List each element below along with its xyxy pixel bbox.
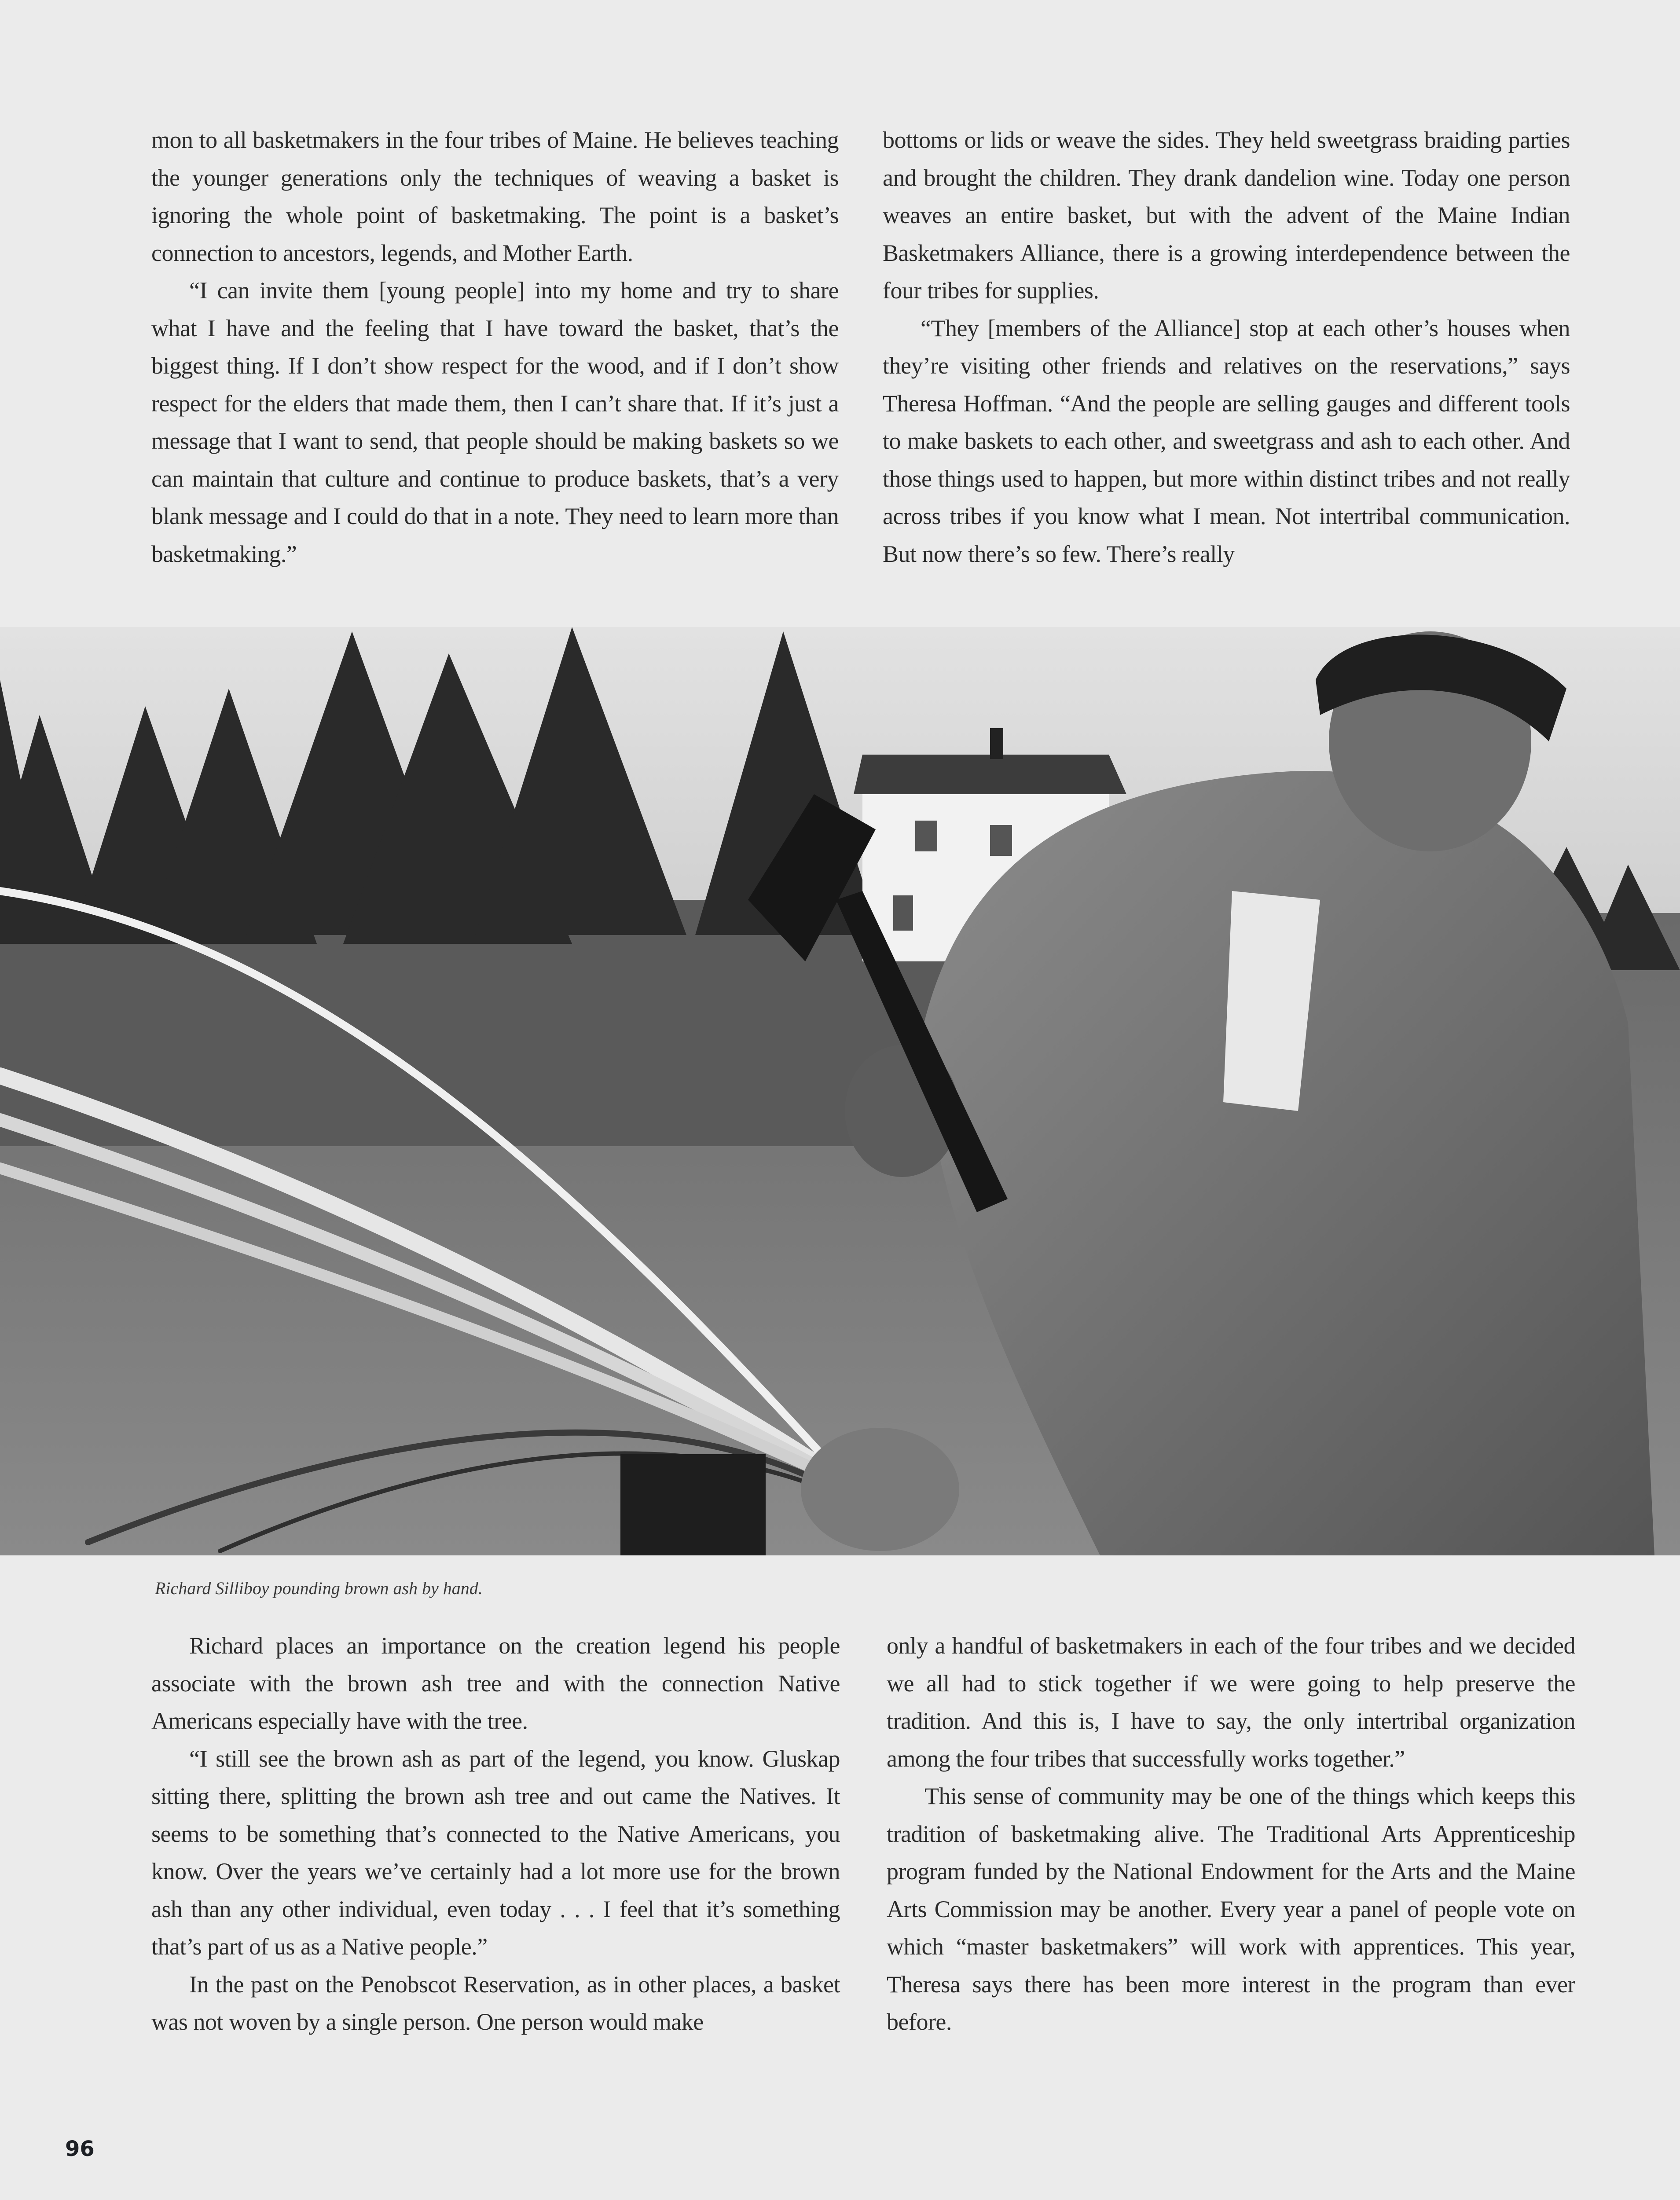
top-right-column [883,121,1570,573]
paragraph: “I can invite them [young people] into my home and try to share what I have and the feeling that I have toward the basket, that’s the biggest thing. If I don’t show respect for the wood, and if I don’t show respect for the elders that made them, then I can’t share that. If it’s just a message that I want to send, that people should be making baskets so we can maintain that culture and continue to produce baskets, that’s a very blank message and I could do that in a note. They need to learn more than basketmaking.” [151,277,839,567]
paragraph: bottoms or lids or weave the sides. They held sweetgrass braiding parties and brought the children. They drank dandelion wine. Today one person weaves an entire basket, but with the advent of the Maine Indian Basketmakers Alliance, there is a growing interdependence between the four tribes for supplies. [883,127,1570,304]
paragraph: mon to all basketmakers in the four tribes of Maine. He believes teaching the younger generations only the techniques of weaving a basket is ignoring the whole point of basketmaking. The point is a basket’s connection to ancestors, legends, and Mother Earth. [151,127,839,266]
photograph [0,627,1680,1555]
paragraph: “I still see the brown ash as part of the legend, you know. Gluskap sitting there, splitting the brown ash tree and out came the Natives. It seems to be something that’s connected to the Native Americans, you know. Over the years we’ve certainly had a lot more use for the brown ash than any other individual, even today . . . I feel that it’s something that’s part of us as a Native people.” [151,1745,840,1960]
photo-illustration [0,627,1680,1555]
page-number: 96 [65,2137,95,2161]
paragraph: only a handful of basketmakers in each of the four tribes and we decided we all had to stick together if we were going to help preserve the tradition. And this is, I have to say, the only intertribal organization among the four tribes that successfully works together.” [887,1632,1575,1772]
paragraph: Richard places an importance on the creation legend his people associate with the brown ash tree and with the connection Native Americans especially have with the tree. [151,1632,840,1734]
paragraph: In the past on the Penobscot Reservation, as in other places, a basket was not woven by a single person. One person would make [151,1971,840,2035]
bottom-right-column [887,1627,1575,2041]
paragraph: “They [members of the Alliance] stop at each other’s houses when they’re visiting other friends and relatives on the reservations,” says Theresa Hoffman. “And the people are selling gauges and different tools to make baskets to each other, and sweetgrass and ash to each other. And those things used to happen, but more within distinct tribes and not really across tribes if you know what I mean. Not intertribal communication. But now there’s so few. There’s really [883,315,1570,567]
top-left-column [151,121,839,573]
paragraph: This sense of community may be one of the things which keeps this tradition of basketmaking alive. The Traditional Arts Apprenticeship program funded by the National Endowment for the Arts and the Maine Arts Commission may be another. Every year a panel of people vote on which “master basketmakers” will work with apprentices. This year, Theresa says there has been more interest in the program than ever before. [887,1783,1575,2035]
bottom-left-column [151,1627,840,2041]
photo-caption: Richard Silliboy pounding brown ash by hand. [155,1578,483,1598]
stump [620,1454,766,1555]
